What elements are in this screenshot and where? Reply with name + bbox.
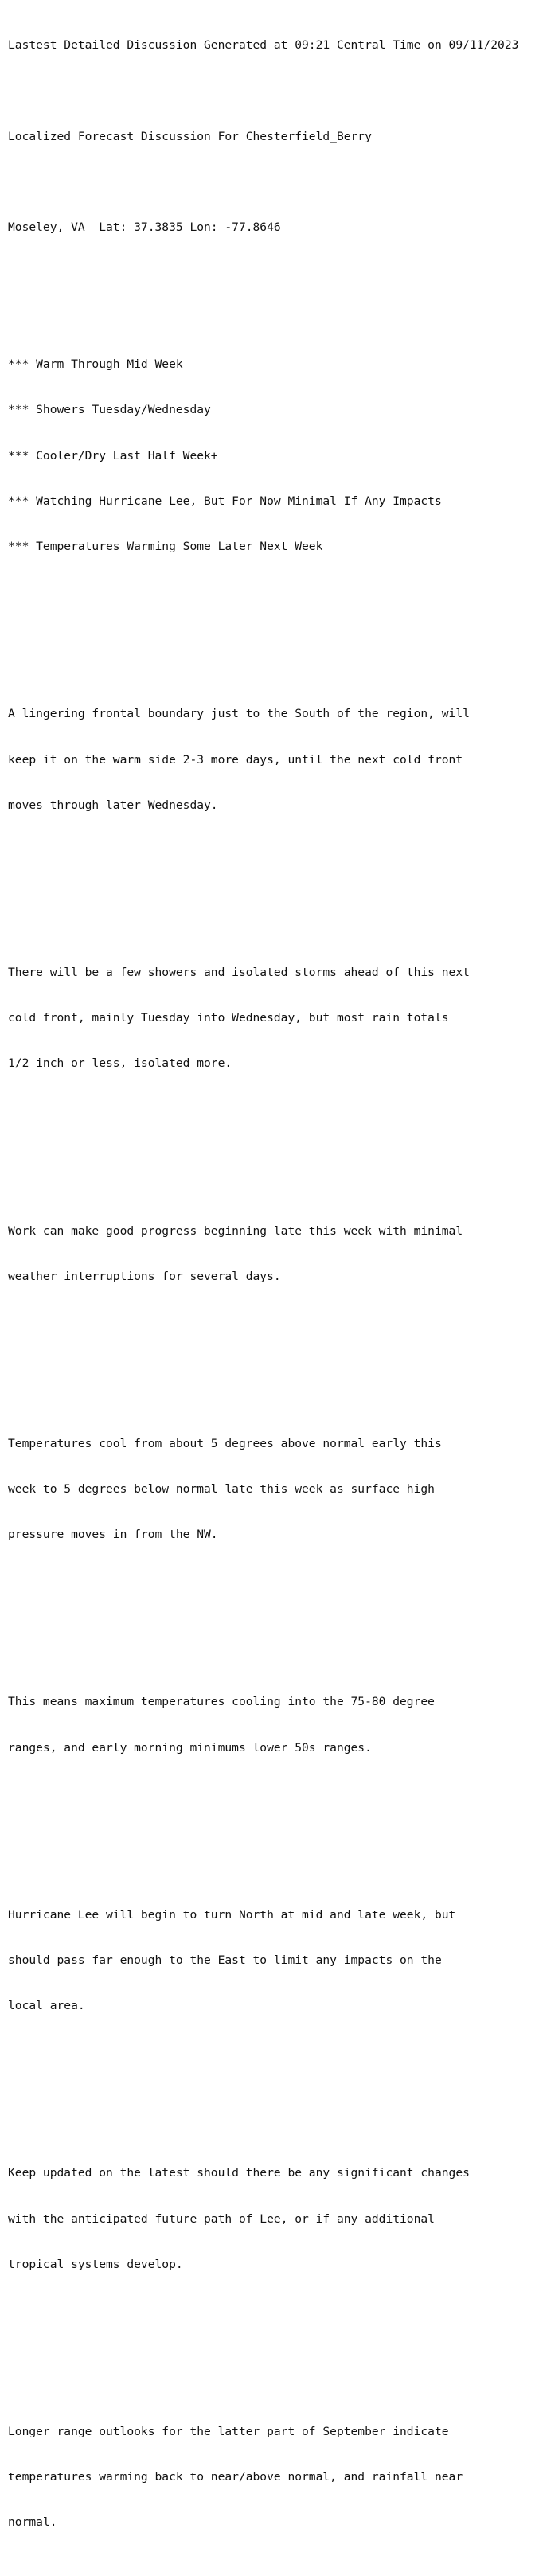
highlight-item: *** Showers Tuesday/Wednesday — [8, 403, 211, 417]
paragraph-line: pressure moves in from the NW. — [8, 1528, 218, 1542]
paragraph-keep-updated — [8, 2135, 540, 2302]
paragraph-hurricane-lee — [8, 1877, 540, 2044]
blank-line — [8, 873, 540, 888]
paragraph-line: A lingering frontal boundary just to the South of the region, will — [8, 707, 470, 721]
paragraph-line: cold front, mainly Tuesday into Wednesday, but most rain totals — [8, 1011, 449, 1025]
paragraph-line: Work can make good progress beginning late this week with minimal — [8, 1224, 463, 1238]
generated-line: Lastest Detailed Discussion Generated at 09:21 Central Time on 09/11/2023 — [8, 38, 519, 53]
discussion-title: Localized Forecast Discussion For Chesterfield_Berry — [8, 129, 372, 143]
blank-line — [8, 615, 540, 630]
paragraph-max-min-temps — [8, 1664, 540, 1786]
blank-line — [8, 2332, 540, 2348]
highlight-item: *** Cooler/Dry Last Half Week+ — [8, 448, 218, 463]
paragraph-line: tropical systems develop. — [8, 2257, 183, 2271]
paragraph-frontal-boundary — [8, 676, 540, 843]
paragraph-line: moves through later Wednesday. — [8, 798, 218, 812]
paragraph-line: with the anticipated future path of Lee, or if any additional — [8, 2211, 435, 2226]
highlight-item: *** Warm Through Mid Week — [8, 357, 183, 372]
highlight-item: *** Temperatures Warming Some Later Next Week — [8, 540, 323, 554]
paragraph-line: Longer range outlooks for the latter part of September indicate — [8, 2424, 449, 2438]
paragraph-line: should pass far enough to the East to limit any impacts on the — [8, 1953, 442, 1967]
blank-line — [8, 83, 540, 98]
paragraph-line: Hurricane Lee will begin to turn North at mid and late week, but — [8, 1907, 456, 1922]
paragraph-line: normal. — [8, 2516, 57, 2530]
paragraph-longer-range — [8, 2394, 540, 2561]
blank-line — [8, 174, 540, 189]
location-line: Moseley, VA Lat: 37.3835 Lon: -77.8646 — [8, 221, 281, 235]
paragraph-showers — [8, 935, 540, 1102]
blank-line — [8, 1132, 540, 1147]
blank-line — [8, 2074, 540, 2090]
blank-line — [8, 1603, 540, 1618]
paragraph-line: keep it on the warm side 2-3 more days, until the next cold front — [8, 752, 463, 767]
paragraph-work-progress — [8, 1192, 540, 1314]
paragraph-line: There will be a few showers and isolated storms ahead of this next — [8, 965, 470, 979]
blank-line — [8, 1345, 540, 1360]
paragraph-line: temperatures warming back to near/above normal, and rainfall near — [8, 2470, 463, 2484]
blank-line — [8, 1816, 540, 1831]
forecast-discussion — [8, 7, 540, 2576]
paragraph-line: weather interruptions for several days. — [8, 1269, 281, 1283]
paragraph-line: local area. — [8, 1999, 85, 2013]
paragraph-line: ranges, and early morning minimums lower 50s ranges. — [8, 1740, 372, 1754]
highlight-item: *** Watching Hurricane Lee, But For Now Minimal If Any Impacts — [8, 494, 442, 508]
paragraph-line: Keep updated on the latest should there be any significant changes — [8, 2166, 470, 2180]
paragraph-line: Temperatures cool from about 5 degrees above normal early this — [8, 1436, 442, 1450]
blank-line — [8, 266, 540, 281]
highlights-list — [8, 326, 540, 585]
paragraph-line: This means maximum temperatures cooling into the 75-80 degree — [8, 1695, 435, 1709]
paragraph-line: week to 5 degrees below normal late this week as surface high — [8, 1482, 435, 1497]
paragraph-temperatures — [8, 1406, 540, 1573]
paragraph-line: 1/2 inch or less, isolated more. — [8, 1056, 232, 1071]
